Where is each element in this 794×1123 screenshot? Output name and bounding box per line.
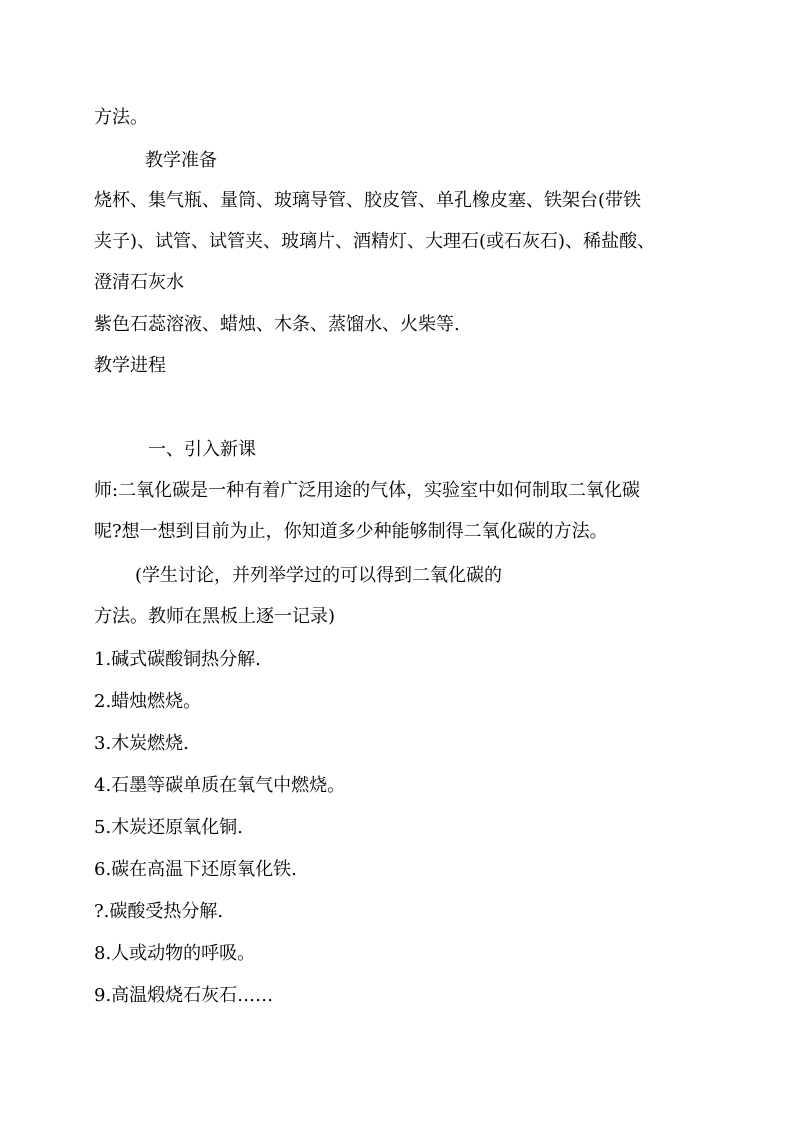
text-line-teacher-question-2: 呢?想一想到目前为止，你知道多少种能够制得二氧化碳的方法。 (94, 521, 608, 542)
text-line-equipment-1: 烧杯、集气瓶、量筒、玻璃导管、胶皮管、单孔橡皮塞、铁架台(带铁 (94, 190, 642, 211)
text-line-equipment-4: 紫色石蕊溶液、蜡烛、木条、蒸馏水、火柴等. (94, 314, 460, 335)
text-line-method-end: 方法。 (94, 107, 148, 128)
text-line-teacher-question-1: 师:二氧化碳是一种有着广泛用途的气体，实验室中如何制取二氧化碳 (94, 480, 641, 501)
text-line-student-discussion-2: 方法。教师在黑板上逐一记录) (94, 606, 336, 627)
text-line-equipment-3: 澄清石灰水 (94, 272, 184, 293)
list-item-8: 8.人或动物的呼吸。 (94, 943, 256, 964)
list-item-9: 9.高温煅烧石灰石…… (94, 985, 274, 1006)
list-item-4: 4.石墨等碳单质在氧气中燃烧。 (94, 775, 346, 796)
text-line-student-discussion-1: (学生讨论，并列举学过的可以得到二氧化碳的 (135, 565, 503, 586)
list-item-3: 3.木炭燃烧. (94, 733, 189, 754)
list-item-1: 1.碱式碳酸铜热分解. (94, 649, 261, 670)
text-line-equipment-2: 夹子)、试管、试管夹、玻璃片、酒精灯、大理石(或石灰石)、稀盐酸、 (94, 231, 656, 252)
list-item-7: ?.碳酸受热分解. (94, 901, 224, 922)
list-item-2: 2.蜡烛燃烧。 (94, 691, 202, 712)
list-item-5: 5.木炭还原氧化铜. (94, 817, 243, 838)
section-heading-teaching-preparation: 教学准备 (145, 150, 217, 171)
list-item-6: 6.碳在高温下还原氧化铁. (94, 859, 297, 880)
section-heading-introduction: 一、引入新课 (148, 439, 256, 460)
section-heading-teaching-process: 教学进程 (94, 355, 166, 376)
